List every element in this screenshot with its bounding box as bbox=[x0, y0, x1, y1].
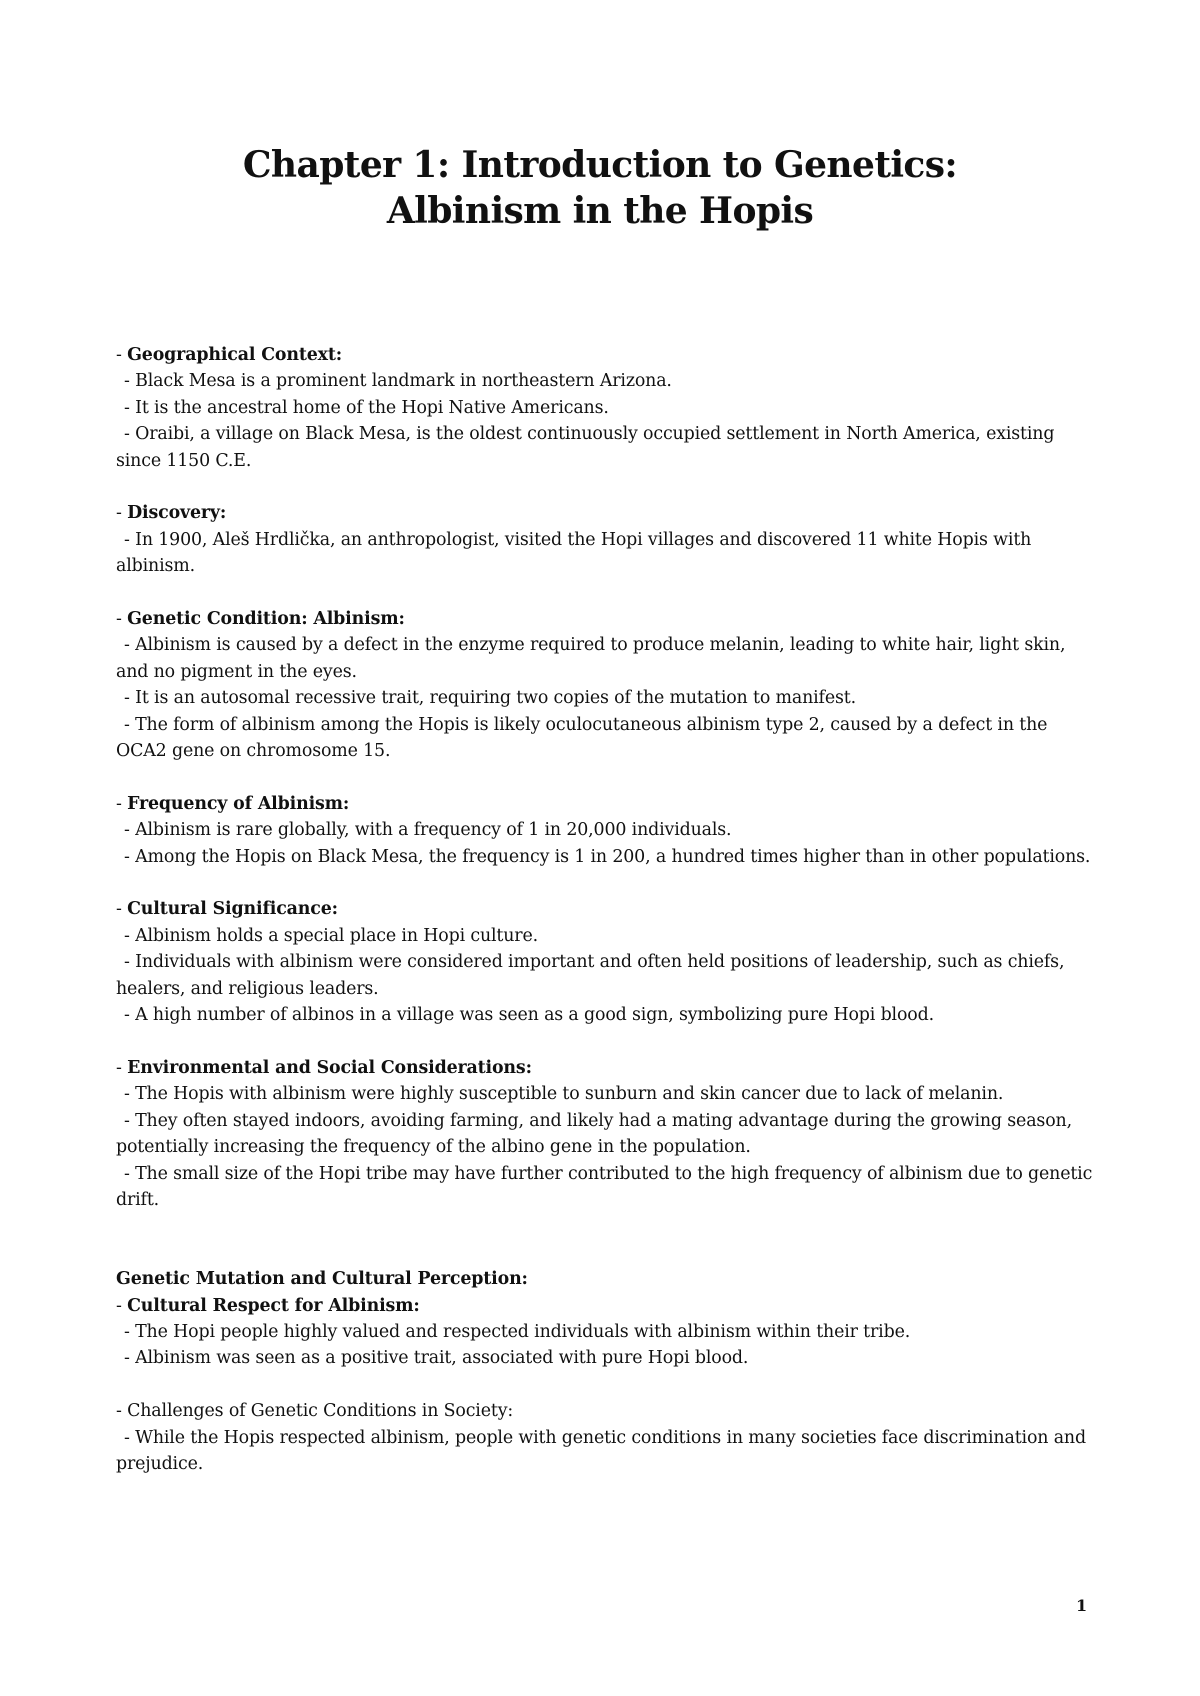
list-item: - A high number of albinos in a village was seen as a good sign, symbolizing pure Hopi blood. bbox=[124, 1005, 934, 1026]
list-item: - Albinism was seen as a positive trait, associated with pure Hopi blood. bbox=[124, 1348, 749, 1369]
list-item: - The Hopis with albinism were highly susceptible to sunburn and skin cancer due to lack of melanin. bbox=[124, 1084, 1004, 1105]
heading-text: Cultural Significance: bbox=[127, 899, 338, 920]
challenges-heading: - Challenges of Genetic Conditions in Society: bbox=[116, 1401, 514, 1422]
list-item: - Albinism is rare globally, with a frequency of 1 in 20,000 individuals. bbox=[124, 820, 732, 841]
section-frequency bbox=[116, 791, 1096, 870]
list-item: - While the Hopis respected albinism, people with genetic conditions in many societies face discrimination and prejudice. bbox=[116, 1427, 1086, 1474]
section-challenges bbox=[116, 1398, 1096, 1477]
list-item: - Among the Hopis on Black Mesa, the frequency is 1 in 200, a hundred times higher than in other populations. bbox=[124, 846, 1091, 867]
section-heading bbox=[116, 791, 1096, 817]
heading-prefix: - bbox=[116, 793, 128, 814]
list-item: - In 1900, Aleš Hrdlička, an anthropologist, visited the Hopi villages and discovered 11 white Hopis with albinism. bbox=[116, 529, 1032, 577]
part-title: Genetic Mutation and Cultural Perception: bbox=[116, 1269, 528, 1290]
chapter-title-line-1: Chapter 1: Introduction to Genetics: bbox=[242, 144, 958, 186]
list-item: - Oraibi, a village on Black Mesa, is the oldest continuously occupied settlement in North America, existing since 1150 C.E. bbox=[116, 424, 1055, 471]
list-item: - They often stayed indoors, avoiding farming, and likely had a mating advantage during the growing season, potentially increasing the frequency of the albino gene in the population. bbox=[116, 1110, 1072, 1158]
section-cultural-significance bbox=[116, 896, 1096, 1028]
section-environmental-social bbox=[116, 1055, 1096, 1213]
section-spacer bbox=[116, 1213, 1096, 1266]
section-heading bbox=[116, 606, 1096, 632]
section-genetic-condition bbox=[116, 606, 1096, 764]
heading-text: Discovery: bbox=[127, 503, 227, 524]
section-heading bbox=[116, 342, 1096, 368]
heading-text: Cultural Respect for Albinism: bbox=[127, 1295, 420, 1316]
chapter-body bbox=[116, 342, 1096, 1477]
list-item: - The small size of the Hopi tribe may have further contributed to the high frequency of albinism due to genetic drift. bbox=[116, 1163, 1093, 1210]
heading-text: Frequency of Albinism: bbox=[127, 793, 350, 814]
list-item: - Individuals with albinism were considered important and often held positions of leadership, such as chiefs, healers, and religious leaders. bbox=[116, 952, 1065, 999]
heading-text: Geographical Context: bbox=[127, 345, 342, 365]
section-heading bbox=[116, 1055, 1096, 1081]
heading-prefix: - bbox=[116, 609, 128, 630]
section-discovery bbox=[116, 500, 1096, 579]
heading-prefix: - bbox=[116, 899, 128, 920]
heading-text: Genetic Condition: Albinism: bbox=[127, 609, 405, 630]
list-item: - Albinism holds a special place in Hopi culture. bbox=[124, 925, 538, 946]
list-item: - Albinism is caused by a defect in the enzyme required to produce melanin, leading to white hair, light skin, and no pigment in the eyes. bbox=[116, 635, 1066, 682]
page-number: 1 bbox=[1076, 1596, 1088, 1615]
list-item: - The form of albinism among the Hopis is likely oculocutaneous albinism type 2, caused by a defect in the OCA2 gene on chromosome 15. bbox=[116, 714, 1048, 762]
list-item: - Black Mesa is a prominent landmark in northeastern Arizona. bbox=[124, 371, 672, 392]
heading-prefix: - bbox=[116, 1295, 128, 1316]
heading-text: Environmental and Social Considerations: bbox=[127, 1057, 532, 1078]
list-item: - It is an autosomal recessive trait, requiring two copies of the mutation to manifest. bbox=[124, 688, 856, 709]
section-genetic-mutation-cultural-perception bbox=[116, 1266, 1096, 1372]
list-item: - It is the ancestral home of the Hopi Native Americans. bbox=[124, 397, 609, 418]
section-geographical-context bbox=[116, 342, 1096, 474]
heading-prefix: - bbox=[116, 1057, 128, 1078]
section-heading bbox=[116, 500, 1096, 526]
sub-heading bbox=[116, 1293, 1096, 1319]
list-item: - The Hopi people highly valued and respected individuals with albinism within their tribe. bbox=[124, 1321, 911, 1342]
section-heading bbox=[116, 896, 1096, 922]
heading-prefix: - bbox=[116, 503, 128, 524]
heading-prefix: - bbox=[116, 345, 128, 365]
chapter-title-line-2: Albinism in the Hopis bbox=[386, 190, 814, 232]
chapter-title bbox=[0, 142, 1200, 234]
